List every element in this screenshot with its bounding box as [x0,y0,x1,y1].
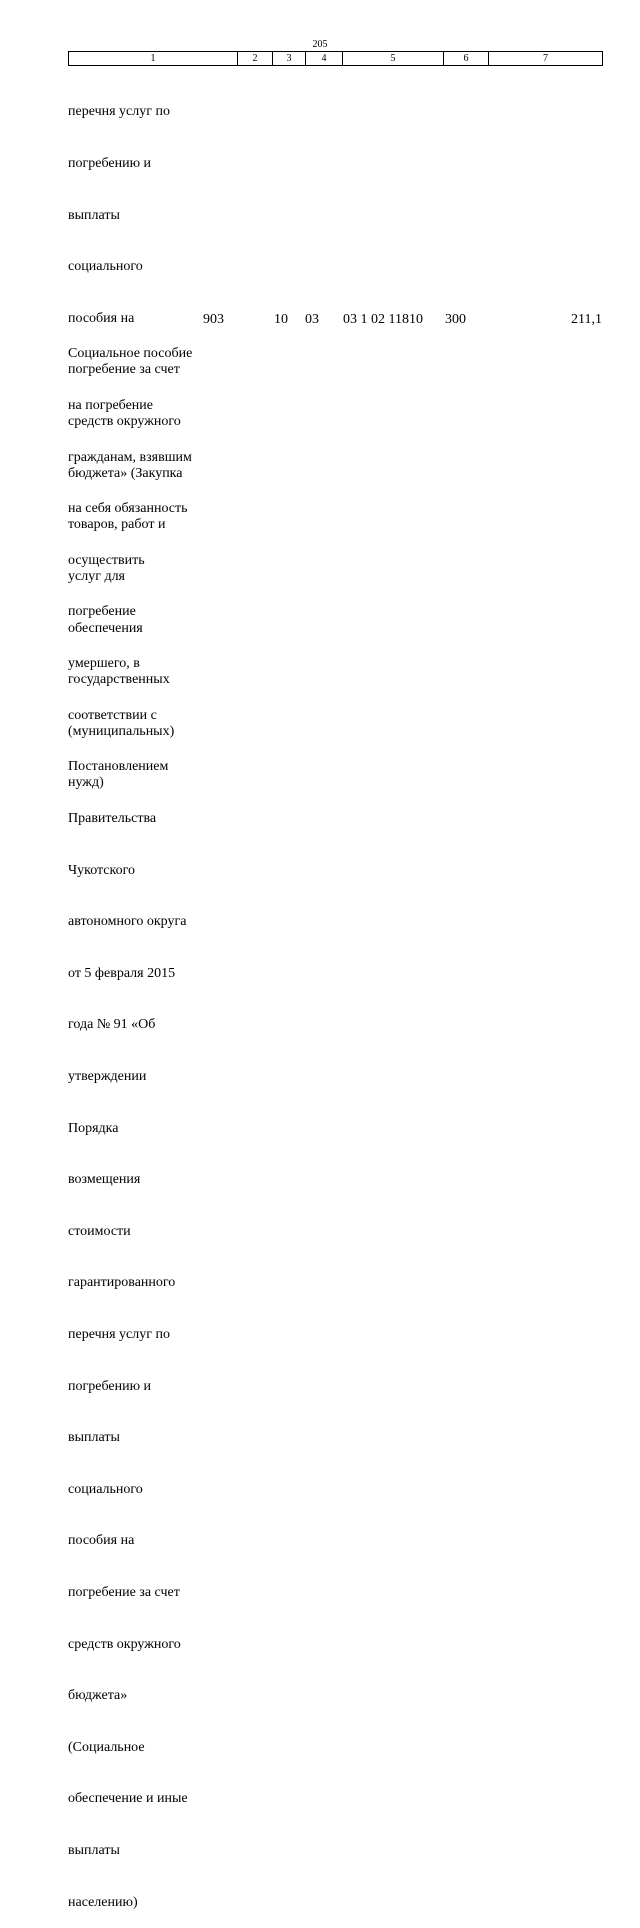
column-header-6: 6 [444,52,489,66]
row-col6-value: 300 [445,312,466,327]
description-line: обеспечения [68,620,143,636]
description-line: погребению и [68,156,152,172]
description-line: государственных [68,672,170,688]
description-line: автономного округа [68,914,187,930]
description-line: умершего, в [68,656,140,672]
page-number: 205 [312,39,328,50]
description-line: Чукотского [68,862,135,878]
description-line: утверждении [68,1068,147,1084]
description-line: Порядка [68,1120,119,1136]
description-line: соответствии с [68,707,157,723]
column-header-7: 7 [489,52,603,66]
description-line: стоимости [68,1223,131,1239]
description-line: обеспечение и иные [68,1791,188,1807]
description-line: года № 91 «Об [68,1017,156,1033]
description-line: (муниципальных) [68,723,175,739]
description-line: возмещения [68,1172,141,1188]
description-line: Постановлением [68,759,169,775]
description-line: услуг для [68,568,125,584]
row-description [68,311,238,1928]
description-line: бюджета» (Закупка [68,465,183,481]
column-header-1: 1 [69,52,238,66]
row-col4-value: 03 [305,312,319,327]
description-line: пособия на [68,1533,135,1549]
description-line: на погребение [68,398,154,414]
row-col5-value: 03 1 02 11810 [343,312,423,327]
column-header-5: 5 [343,52,444,66]
description-line: нужд) [68,775,104,791]
description-line: выплаты [68,207,120,223]
description-line: гарантированного [68,1275,176,1291]
column-header-2: 2 [238,52,273,66]
description-line: товаров, работ и [68,517,166,533]
description-line: пособия на [68,310,135,326]
row-col2-value: 903 [203,312,224,327]
description-line: социального [68,1481,143,1497]
description-line: погребение за счет [68,1585,180,1601]
description-line: бюджета» [68,1688,128,1704]
description-line: (Социальное [68,1739,145,1755]
description-line: населению) [68,1894,138,1910]
description-line: выплаты [68,1843,120,1859]
row-col7-value: 211,1 [571,312,602,327]
description-line: осуществить [68,552,145,568]
description-line: гражданам, взявшим [68,449,192,465]
description-line: перечня услуг по [68,104,170,120]
description-line: средств окружного [68,1636,181,1652]
column-header-3: 3 [273,52,306,66]
description-line: выплаты [68,1430,120,1446]
description-line: социального [68,259,143,275]
description-line: на себя обязанность [68,501,188,517]
row-col3-value: 10 [274,312,288,327]
description-line: средств окружного [68,414,181,430]
description-line: Правительства [68,810,157,826]
column-header-row [68,51,603,66]
description-line: перечня услуг по [68,1326,170,1342]
description-line: погребение [68,604,136,620]
description-line: погребению и [68,1378,152,1394]
description-line: Социальное пособие [68,346,193,362]
description-line: погребение за счет [68,362,180,378]
description-line: от 5 февраля 2015 [68,965,176,981]
column-header-4: 4 [306,52,343,66]
